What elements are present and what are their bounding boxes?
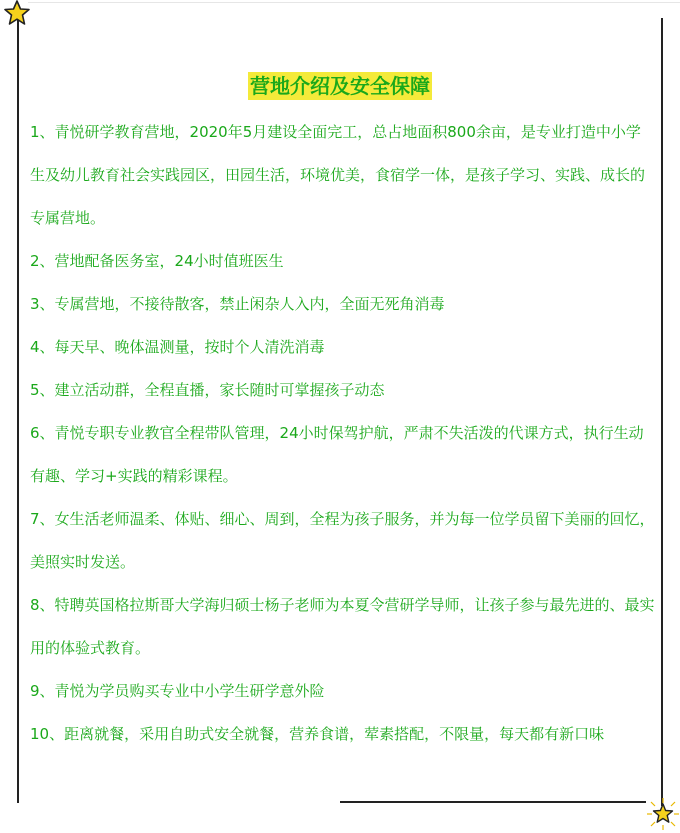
list-item: 8、特聘英国格拉斯哥大学海归硕士杨子老师为本夏令营研学导师，让孩子参与最先进的、最实用的体验式教育。 xyxy=(30,596,655,657)
title-container xyxy=(0,72,680,100)
list-item: 10、距离就餐，采用自助式安全就餐，营养食谱，荤素搭配，不限量，每天都有新口味 xyxy=(30,725,605,743)
sparkle-star-icon xyxy=(646,797,680,831)
list-item: 3、专属营地，不接待散客，禁止闲杂人入内，全面无死角消毒 xyxy=(30,295,445,313)
list-item: 7、女生活老师温柔、体贴、细心、周到，全程为孩子服务，并为每一位学员留下美丽的回忆，美照实时发送。 xyxy=(30,510,655,571)
list-item: 9、青悦为学员购买专业中小学生研学意外险 xyxy=(30,682,325,700)
list-item: 5、建立活动群，全程直播，家长随时可掌握孩子动态 xyxy=(30,381,385,399)
content-list xyxy=(30,111,655,756)
right-border-line xyxy=(661,18,663,806)
list-item: 4、每天早、晚体温测量，按时个人清洗消毒 xyxy=(30,338,325,356)
list-item: 2、营地配备医务室，24小时值班医生 xyxy=(30,252,284,270)
list-item: 6、青悦专职专业教官全程带队管理，24小时保驾护航，严肃不失活泼的代课方式，执行生动有趣、学习+实践的精彩课程。 xyxy=(30,424,644,485)
top-rule xyxy=(28,2,680,3)
list-item: 1、青悦研学教育营地，2020年5月建设全面完工，总占地面积800余亩，是专业打造中小学生及幼儿教育社会实践园区，田园生活，环境优美，食宿学一体，是孩子学习、实践、成长的专属营地。 xyxy=(30,123,646,227)
page-title: 营地介绍及安全保障 xyxy=(250,74,430,98)
bottom-border-line xyxy=(340,801,646,803)
left-border-line xyxy=(17,20,19,803)
